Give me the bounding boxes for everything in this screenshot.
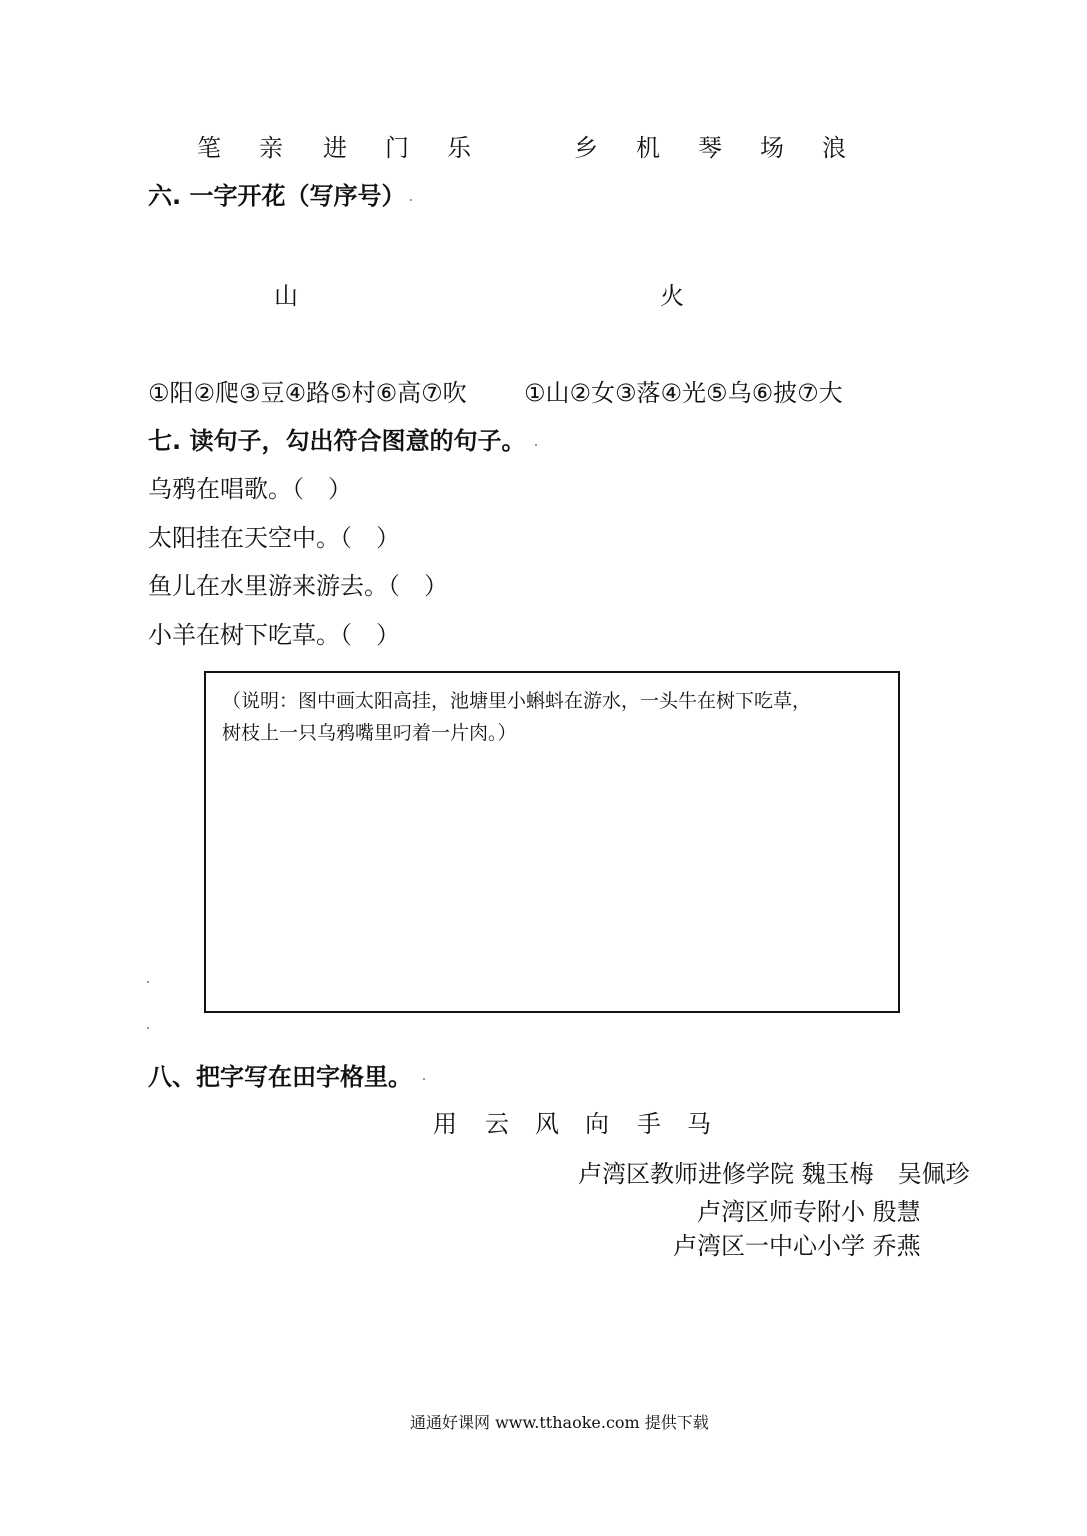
char: 亲 [259,134,283,162]
sentence: 鱼儿在水里游来游去。（ ） [148,572,448,600]
mark-dot [423,1078,425,1080]
mark-dot [147,1027,149,1029]
author-line: 卢湾区师专附小 殷慧 [697,1198,921,1226]
write-char: 风 [535,1110,559,1138]
author-line: 卢湾区教师进修学院 魏玉梅 吴佩珍 [578,1160,970,1188]
mark-dot [410,199,412,201]
char: 门 [385,134,409,162]
char: 场 [760,134,784,162]
mark-dot [535,444,537,446]
write-char: 云 [485,1110,509,1138]
mark-dot [147,981,149,983]
write-char: 向 [585,1110,609,1138]
char: 琴 [698,134,722,162]
sentence: 乌鸦在唱歌。（ ） [148,475,352,503]
write-char: 用 [433,1110,457,1138]
sentence: 小羊在树下吃草。（ ） [148,621,400,649]
options-right: ①山②女③落④光⑤乌⑥披⑦大 [524,379,843,407]
char: 机 [636,134,660,162]
picture-note-line: （说明：图中画太阳高挂，池塘里小蝌蚪在游水，一头牛在树下吃草， [222,690,812,712]
picture-box [204,671,900,1013]
char: 乐 [447,134,471,162]
picture-note-line: 树枝上一只乌鸦嘴里叼着一片肉。） [222,722,517,744]
write-char: 手 [637,1110,661,1138]
section7-title: 七. 读句子，勾出符合图意的句子。 [148,427,526,455]
picture-note [222,685,811,749]
flower-char-left: 山 [274,282,298,310]
char: 进 [323,134,347,162]
char: 乡 [574,134,598,162]
section8-title: 八、把字写在田字格里。 [148,1063,412,1091]
char: 浪 [822,134,846,162]
write-char: 马 [687,1110,711,1138]
sentence: 太阳挂在天空中。（ ） [148,524,400,552]
flower-char-right: 火 [660,282,684,310]
options-left: ①阳②爬③豆④路⑤村⑥高⑦吹 [148,379,467,407]
char: 笔 [197,134,221,162]
section6-title: 六. 一字开花（写序号） [148,182,406,210]
author-line: 卢湾区一中心小学 乔燕 [673,1232,921,1260]
footer-text: 通通好课网 www.tthaoke.com 提供下载 [410,1413,709,1432]
